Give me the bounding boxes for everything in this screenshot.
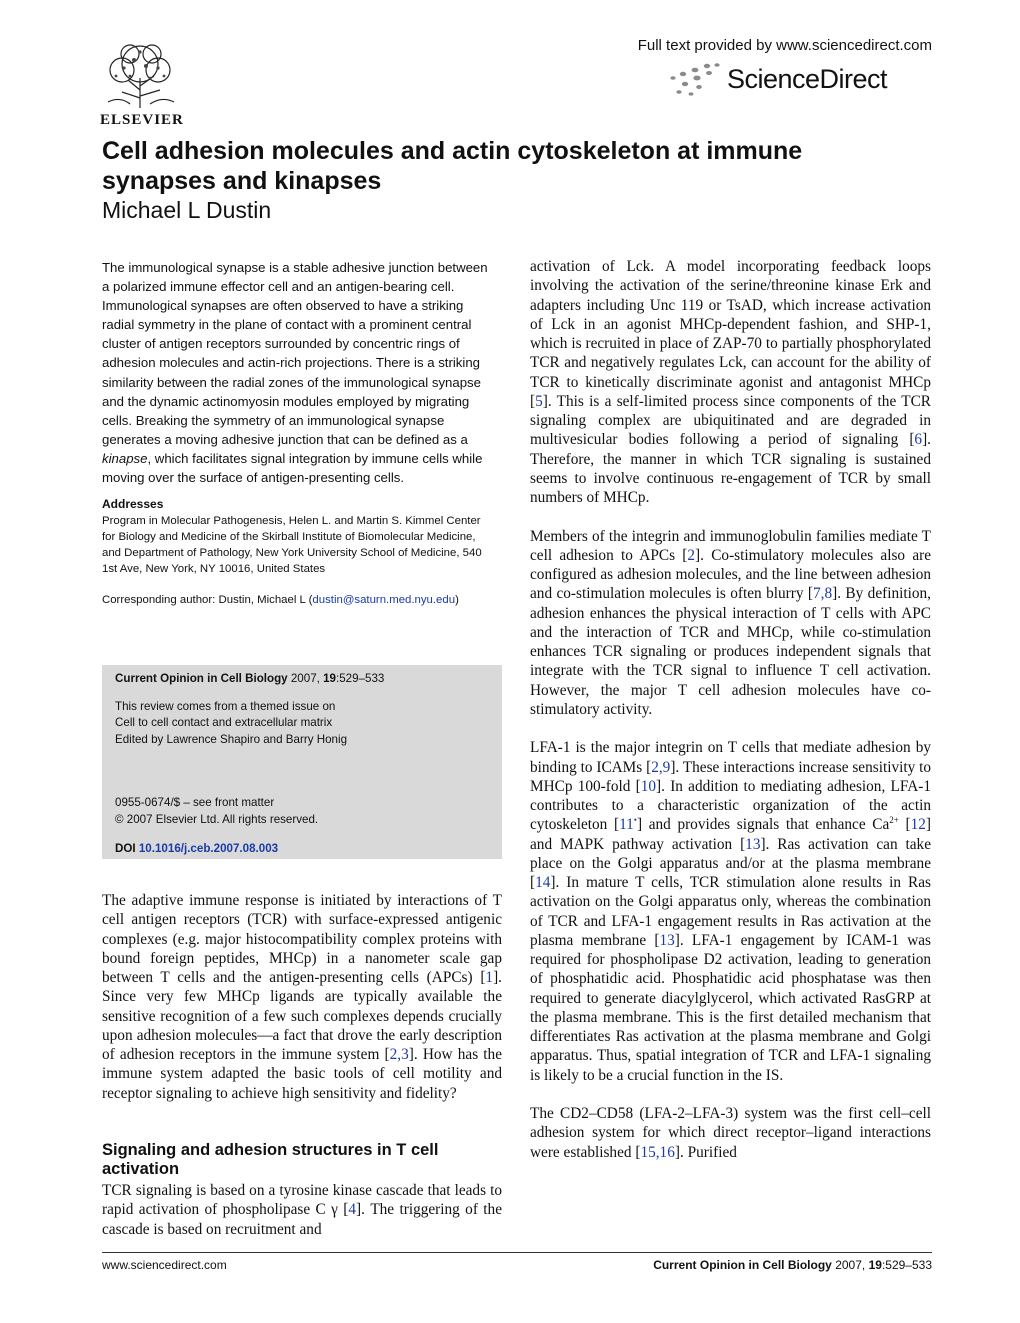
footer-divider [102, 1252, 932, 1253]
journal-pages: :529–533 [336, 672, 385, 685]
themed-issue-editors: Edited by Lawrence Shapiro and Barry Honig [115, 732, 348, 746]
footer-journal: Current Opinion in Cell Biology [653, 1258, 832, 1272]
body-paragraph [530, 527, 931, 720]
body-text: activation of Lck. A model incorporating feedback loops involving the activation of the serine/threonine kinase Erk and adapters including Unc 119 or TsAD, which increase activation of Lck in an agonist MHCp-dependent fashion, and SHP-1, which is recruited in place of ZAP-70 to partially phosphorylated TCR and negatively regulates Lck, can account for the ability of TCR to kinetically discriminate agonist and antagonist MHCp [ [530, 258, 931, 410]
reference-link[interactable]: 2,9 [651, 758, 671, 776]
publisher-name: ELSEVIER [100, 112, 184, 128]
doi-link[interactable]: 10.1016/j.ceb.2007.08.003 [138, 842, 279, 855]
reference-link[interactable]: 6 [914, 431, 923, 449]
body-paragraph [530, 257, 931, 507]
footer-pages: :529–533 [881, 1258, 932, 1272]
reference-link[interactable]: 1 [485, 969, 494, 986]
body-text: ]. By definition, adhesion enhances the physical interaction of T cells with APC and the interaction of TCR and MHCp, while co-stimulation enhances TCR signaling or produces independent signals that integrate with the TCR signal to influence T cell activation. However, the major T cell adhesion molecules have co-stimulatory activity. [530, 585, 931, 718]
reference-link[interactable]: 13 [745, 835, 761, 853]
copyright-line: © 2007 Elsevier Ltd. All rights reserved. [115, 812, 319, 826]
reference-link[interactable]: 14 [535, 874, 551, 891]
reference-link[interactable]: 7,8 [812, 585, 833, 603]
reference-link[interactable]: 4 [348, 1201, 357, 1219]
footer-citation [653, 1258, 932, 1272]
body-text: ]. This is a self-limited process since components of the TCR signaling complex are ubiquitinated and are degraded in multivesicular bodies following a period of signaling [ [530, 392, 931, 449]
body-text: ]. Purified [674, 1143, 737, 1161]
reference-link[interactable]: 2 [687, 546, 696, 564]
body-text: ]. These interactions increase sensitivity to MHCp 100-fold [ [530, 758, 931, 795]
journal-citation [115, 671, 502, 688]
themed-issue-line: This review comes from a themed issue on [115, 699, 336, 713]
reference-marker: • [633, 815, 637, 826]
footer-year: 2007, [835, 1258, 866, 1272]
article-title: Cell adhesion molecules and actin cytoskeleton at immune synapses and kinapses [102, 137, 803, 195]
doi-line [115, 841, 502, 858]
superscript: 2+ [889, 815, 899, 826]
abstract-italic-term: kinapse [102, 450, 148, 466]
body-text: ]. Co-stimulatory molecules also are configured as adhesion molecules, and the line between adhesion and co-stimulation molecules is often blurry [ [530, 546, 931, 603]
abstract-text-part: The immunological synapse is a stable adhesive junction between a polarized immune effector cell and an antigen-bearing cell. Immunological synapses are often observed to have a striking radial symmetry in the plane of contact with a prominent central cluster of antigen receptors surrounded by concentric rings of adhesion molecules and actin-rich projections. There is a striking similarity between the radial zones of the immunological synapse and the dynamic actinomyosin modules employed by migrating cells. Breaking the symmetry of an immunological synapse generates a moving adhesive junction that can be defined as a [102, 260, 488, 447]
body-text: ]. Ras activation can take place on the Golgi apparatus and/or at the plasma membrane [ [530, 835, 931, 891]
sciencedirect-brand-name: ScienceDirect [727, 64, 888, 94]
intro-text: ]. How has the immune system adapted the basic tools of cell motility and receptor signaling to achieve high sensitivity and fidelity? [102, 1046, 502, 1102]
body-text: ]. In mature T cells, TCR stimulation alone results in Ras activation on the Golgi apparatus only, whereas the combination of TCR and LFA-1 engagement results in Ras activation at the plasma membrane [ [530, 874, 931, 949]
footer-volume: 19 [868, 1258, 882, 1272]
section-text: ]. The triggering of the cascade is based on recruitment and [102, 1201, 502, 1238]
body-text: Members of the integrin and immunoglobulin families mediate T cell adhesion to APCs [ [530, 527, 931, 564]
themed-issue-topic: Cell to cell contact and extracellular matrix [115, 716, 333, 729]
addresses-text: Program in Molecular Pathogenesis, Helen L. and Martin S. Kimmel Center for Biology and Medicine of the Skirball Institute of Biomolecular Medicine, and Department of Pathology, New York University School of Medicine, 540 1st Ave, New York, NY 10016, United States [102, 515, 482, 576]
intro-text: ]. Since very few MHCp ligands are typically available the sensitive recognition of a few such complexes depends crucially upon adhesion molecules—a fact that drove the early description of adhesion receptors in the immune system [ [102, 969, 502, 1063]
reference-link[interactable]: 11 [619, 816, 634, 834]
issn-line: 0955-0674/$ – see front matter [115, 796, 275, 809]
journal-volume: 19 [323, 672, 337, 685]
reference-link[interactable]: 15,16 [640, 1143, 675, 1161]
abstract-column [102, 258, 494, 608]
corresponding-email-link[interactable]: dustin@saturn.med.nyu.edu [312, 594, 456, 607]
section-text: TCR signaling is based on a tyrosine kinase cascade that leads to rapid activation of phospholipase C γ [ [102, 1182, 502, 1219]
body-right-column [530, 257, 931, 1181]
body-text: LFA-1 is the major integrin on T cells that mediate adhesion by binding to ICAMs [ [530, 739, 931, 776]
journal-info-box [102, 665, 502, 859]
reference-link[interactable]: 2,3 [389, 1046, 409, 1063]
body-text: ] and MAPK pathway activation [ [530, 816, 931, 853]
reference-link[interactable]: 12 [910, 816, 926, 834]
abstract-text-part: , which facilitates signal integration by immune cells while moving over the surface of antigen-presenting cells. [102, 450, 483, 486]
intro-paragraph [102, 891, 502, 1103]
journal-name: Current Opinion in Cell Biology [115, 672, 288, 685]
section-heading: Signaling and adhesion structures in T cell activation [102, 1141, 439, 1178]
elsevier-logo [100, 40, 184, 129]
reference-link[interactable]: 13 [659, 931, 675, 949]
body-text: [ [898, 816, 911, 834]
sciencedirect-dots-icon [665, 60, 725, 100]
intro-text: The adaptive immune response is initiated by interactions of T cell antigen receptors (TCR) with surface-expressed antigenic complexes (e.g. major histocompatibility complex proteins with bound foreign peptides, MHCp) in a nanometer scale gap between T cells and the antigen-presenting cells (APCs) [ [102, 892, 502, 986]
fulltext-note[interactable]: Full text provided by www.sciencedirect.com [637, 37, 932, 54]
elsevier-tree-icon [100, 40, 180, 110]
sciencedirect-logo[interactable] [665, 58, 935, 103]
corresponding-author [102, 592, 494, 608]
body-text: ]. In addition to mediating adhesion, LFA-1 contributes to a characteristic organization of the actin cytoskeleton [ [530, 777, 931, 834]
footer-website[interactable]: www.sciencedirect.com [102, 1258, 227, 1272]
body-text: ]. Therefore, the manner in which TCR signaling is sustained seems to involve continuous re-engagement of TCR by small numbers of MHCp. [530, 431, 931, 506]
body-text: ]. LFA-1 engagement by ICAM-1 was required for phospholipase D2 activation, leading to generation of phosphatidic acid. Phosphatidic acid phosphatase was then required to generate diacylglycerol, which activated RasGRP at the plasma membrane. This is the first detailed mechanism that differentiates Ras activation at the plasma membrane and Golgi apparatus. Thus, spatial integration of TCR and LFA-1 signaling is likely to be a crucial function in the IS. [530, 931, 931, 1084]
journal-year: 2007, [290, 672, 320, 685]
body-paragraph [530, 738, 931, 1085]
addresses-heading: Addresses [102, 497, 164, 512]
body-text: The CD2–CD58 (LFA-2–LFA-3) system was the first cell–cell adhesion system for which direct receptor–ligand interactions were established [ [530, 1105, 931, 1161]
article-author: Michael L Dustin [102, 197, 272, 223]
corresponding-prefix: Corresponding author: Dustin, Michael L ( [102, 594, 313, 607]
body-paragraph [530, 1104, 931, 1162]
corresponding-suffix: ) [455, 594, 459, 607]
doi-label: DOI [115, 842, 136, 855]
abstract [102, 258, 494, 487]
section-paragraph [102, 1181, 502, 1239]
body-text: ] and provides signals that enhance Ca [636, 816, 890, 834]
reference-link[interactable]: 10 [640, 777, 657, 795]
reference-link[interactable]: 5 [535, 392, 543, 410]
